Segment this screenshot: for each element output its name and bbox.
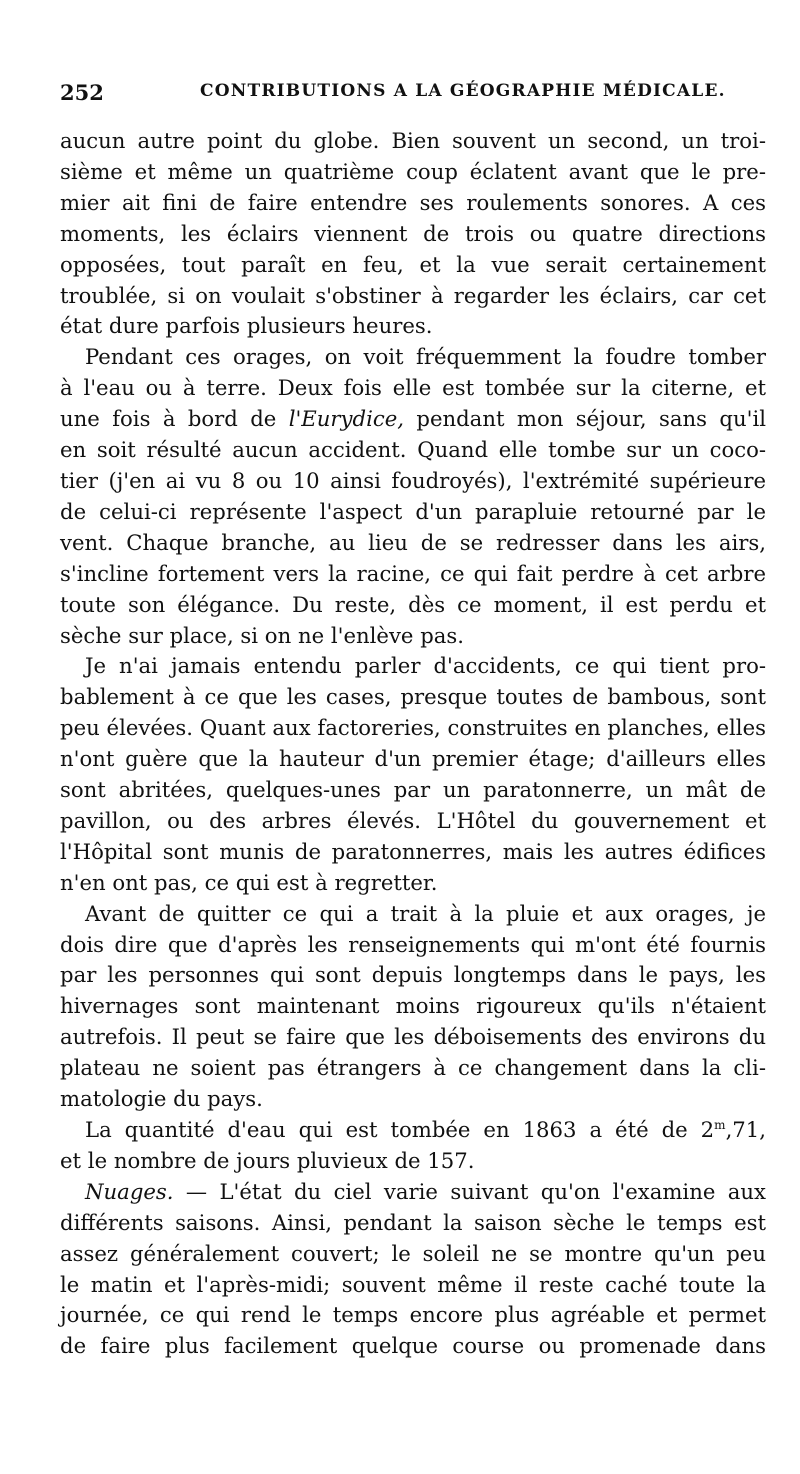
text-line: toute son élégance. Du reste, dès ce moment, il est perdu et bbox=[60, 591, 766, 617]
text-line: en soit résulté aucun accident. Quand elle tombe sur un coco- bbox=[60, 437, 766, 463]
text-line: peu élevées. Quant aux factoreries, construites en planches, elles bbox=[60, 715, 766, 741]
text-line: sont abritées, quelques-unes par un paratonnerre, un mât de bbox=[60, 777, 766, 803]
ship-name: l'Eurydice, bbox=[288, 406, 404, 432]
paragraph bbox=[60, 651, 766, 898]
paragraph bbox=[60, 1177, 766, 1362]
text-line: autrefois. Il peut se faire que les déboisements des environs du bbox=[60, 1024, 766, 1050]
text-line: n'en ont pas, ce qui est à regretter. bbox=[60, 869, 438, 895]
text-line: tier (j'en ai vu 8 ou 10 ainsi foudroyés), l'extrémité supérieure bbox=[60, 467, 766, 493]
text-line: à l'eau ou à terre. Deux fois elle est tombée sur la citerne, et bbox=[60, 375, 766, 401]
text-line: pavillon, ou des arbres élevés. L'Hôtel du gouvernement et bbox=[60, 807, 766, 833]
text-line: matologie du pays. bbox=[60, 1086, 263, 1112]
body-text bbox=[60, 126, 766, 1362]
text-line: n'ont guère que la hauteur d'un premier étage; d'ailleurs elles bbox=[60, 746, 766, 772]
text-line: de celui-ci représente l'aspect d'un parapluie retourné par le bbox=[60, 498, 766, 524]
text-line: s'incline fortement vers la racine, ce qui fait perdre à cet arbre bbox=[60, 560, 766, 586]
text-line: Avant de quitter ce qui a trait à la pluie et aux orages, je bbox=[85, 900, 766, 926]
text-line: sèche sur place, si on ne l'enlève pas. bbox=[60, 622, 465, 648]
text-line: assez généralement couvert; le soleil ne se montre qu'un peu bbox=[60, 1240, 766, 1266]
text-line bbox=[60, 404, 766, 435]
text-line: bablement à ce que les cases, presque toutes de bambous, sont bbox=[60, 684, 766, 710]
text-line: aucun autre point du globe. Bien souvent un second, un troi- bbox=[60, 128, 766, 153]
paragraph bbox=[60, 342, 766, 651]
text-line: plateau ne soient pas étrangers à ce changement dans la cli- bbox=[60, 1055, 766, 1081]
text-line: le matin et l'après-midi; souvent même il reste caché toute la bbox=[60, 1271, 766, 1297]
text-line: par les personnes qui sont depuis longtemps dans le pays, les bbox=[60, 962, 766, 988]
text-line: de faire plus facilement quelque course ou promenade dans bbox=[60, 1333, 766, 1359]
text-line: hivernages sont maintenant moins rigoureux qu'ils n'étaient bbox=[60, 993, 766, 1019]
text-line: dois dire que d'après les renseignements qui m'ont été fournis bbox=[60, 931, 766, 957]
text-segment: une fois à bord de bbox=[60, 406, 289, 432]
text-line: mier ait fini de faire entendre ses roulements sonores. A ces bbox=[60, 189, 766, 215]
text-line: journée, ce qui rend le temps encore plus agréable et permet bbox=[60, 1302, 766, 1328]
section-heading: Nuages. bbox=[85, 1178, 174, 1204]
text-segment: — L'état du ciel varie suivant qu'on l'examine aux bbox=[173, 1178, 766, 1204]
text-line bbox=[60, 1177, 766, 1208]
text-line bbox=[60, 1115, 766, 1146]
running-head: CONTRIBUTIONS A LA GÉOGRAPHIE MÉDICALE. bbox=[200, 81, 726, 101]
paragraph bbox=[60, 899, 766, 1115]
text-line: troublée, si on voulait s'obstiner à regarder les éclairs, car cet bbox=[60, 282, 766, 308]
text-segment: La quantité d'eau qui est tombée en 1863 a été de 2 bbox=[85, 1117, 715, 1142]
text-line: différents saisons. Ainsi, pendant la saison sèche le temps est bbox=[60, 1209, 766, 1235]
page-header bbox=[60, 80, 766, 104]
paragraph bbox=[60, 1115, 766, 1177]
text-line: et le nombre de jours pluvieux de 157. bbox=[60, 1147, 475, 1173]
text-line: état dure parfois plusieurs heures. bbox=[60, 313, 433, 339]
text-line: Pendant ces orages, on voit fréquemment la foudre tomber bbox=[85, 344, 766, 370]
text-segment: ,71, bbox=[725, 1117, 766, 1142]
page-number: 252 bbox=[60, 80, 104, 105]
paragraph bbox=[60, 126, 766, 342]
text-segment: pendant mon séjour, sans qu'il bbox=[404, 406, 766, 432]
text-line: opposées, tout paraît en feu, et la vue serait certainement bbox=[60, 251, 766, 277]
text-line: Je n'ai jamais entendu parler d'accidents, ce qui tient pro- bbox=[85, 653, 766, 679]
unit-superscript: m bbox=[714, 1117, 726, 1132]
text-line: vent. Chaque branche, au lieu de se redresser dans les airs, bbox=[60, 529, 766, 555]
text-line: sième et même un quatrième coup éclatent avant que le pre- bbox=[60, 158, 766, 184]
text-line: moments, les éclairs viennent de trois ou quatre directions bbox=[60, 220, 766, 246]
text-line: l'Hôpital sont munis de paratonnerres, mais les autres édifices bbox=[60, 838, 766, 864]
